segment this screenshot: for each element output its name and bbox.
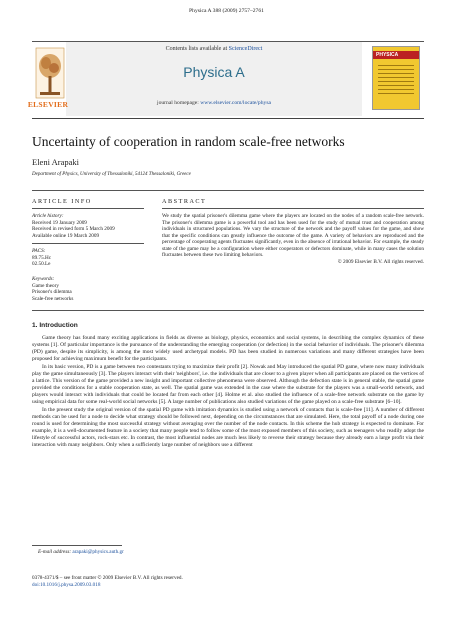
pacs-code: 02.50.Le — [32, 261, 51, 268]
article-history — [32, 213, 132, 239]
abstract-body — [162, 213, 424, 265]
history-revised: Received in revised form 5 March 2009 — [32, 226, 115, 233]
cover-lines — [378, 65, 414, 97]
paragraph: In its basic version, PD is a game between two contestants trying to maximize their profit [2]. Nowak and May introduced the spatial PD game, where now many individuals play the game simultaneously [3]. The players interact with their 'neighbors', i.e. the individuals that are closer to a given player when all participants are placed on the vertices of a lattice. This version of the game provided a new insight and important collective phenomena were observed. Although the defection state is in general stable, the spatial game provided the conditions for a stable cooperation state, as well. The spatial game was extended in the case where the substrate for the players was a small-world network, and players would interact with individuals that could be located far from each other [4]. Holme et al. also studied the influence of a scale-free network substrate on the game by using empirical data for some real-world social networks [5]. A large number of publications also studied variations of the game played on a scale-free substrate [6–10]. — [32, 363, 424, 406]
pacs-block — [32, 248, 132, 268]
keyword: Scale-free networks — [32, 295, 74, 302]
doi-link[interactable]: doi:10.1016/j.physa.2009.03.018 — [32, 581, 101, 588]
homepage-link[interactable]: www.elsevier.com/locate/physa — [200, 100, 271, 106]
pacs-label: PACS: — [32, 248, 46, 254]
article-info-heading: ARTICLE INFO — [32, 198, 92, 205]
footnote-rule — [32, 545, 122, 546]
email-link[interactable]: arapaki@physics.auth.gr — [72, 549, 124, 555]
article-author: Eleni Arapaki — [32, 157, 79, 167]
cover-label: PHYSICA — [376, 52, 399, 58]
info-heading-rule — [32, 208, 144, 209]
author-email — [38, 549, 124, 555]
abstract-bottom-rule — [32, 310, 424, 311]
paragraph: Game theory has found many exciting applications in fields as diverse as biology, physics, economics and social systems, in describing the complex dynamics of these systems [1]. Of particular importance is the pursuance of the understanding the emerging cooperation (or defection) in the social behavior of individuals. The prisoner's dilemma (PD) game, despite its simplicity, is among the most widely used archetypal models. PD has been studied in numerous variations and many different strategies have been proposed for achieving maximum benefit for the participants. — [32, 335, 424, 363]
pacs-code: 89.75.Hc — [32, 254, 52, 261]
journal-name: Physica A — [183, 64, 245, 80]
email-label: E-mail address: — [38, 549, 73, 555]
elsevier-wordmark: ELSEVIER — [27, 100, 69, 109]
publication-info — [32, 575, 183, 588]
history-rule — [32, 243, 144, 244]
keywords-label: Keywords: — [32, 276, 55, 282]
history-label: Article history: — [32, 213, 64, 219]
abstract-heading-rule — [162, 208, 424, 209]
introduction-heading: 1. Introduction — [32, 322, 78, 329]
issn-line: 0378-4371/$ – see front matter © 2009 Elsevier B.V. All rights reserved. — [32, 575, 183, 581]
history-online: Available online 19 March 2009 — [32, 232, 100, 239]
author-affiliation: Department of Physics, University of Thessaloniki, 54124 Thessaloniki, Greece — [32, 172, 191, 177]
article-title: Uncertainty of cooperation in random scale-free networks — [32, 134, 345, 149]
abstract-text: We study the spatial prisoner's dilemma game where the players are located on the nodes of a random scale-free network. The prisoner's dilemma game is a powerful tool and has been used for the study of mutual trust and cooperation among individuals in structured populations. We vary the structure of the network and the payoff values for the game, and show that the specific conditions can greatly influence the outcome of the game. A variety of behaviors are reproduced and the percentage of cooperating agents fluctuates significantly, even in the absence of irrational behavior. For example, the steady state of the game may be a configuration where either cooperators or defectors dominate, while in many cases the solution fluctuates between these two limiting behaviors. — [162, 213, 424, 259]
journal-cover-thumbnail — [372, 46, 420, 110]
journal-homepage — [66, 100, 362, 106]
homepage-prefix: journal homepage: — [157, 100, 201, 106]
abstract-heading: ABSTRACT — [162, 198, 207, 205]
paragraph: In the present study the original version of the spatial PD game with imitation dynamics is studied using a network of contacts that is scale-free [11]. A number of different methods can be used for a node to decide what strategy should be followed next, depending on the circumstances that are simulated. Here, the total payoff of a node during one round is used for determining the most successful strategy without averaging over the number of the node contacts. In this scheme the hub strategy is expected to dominate. For example, it is a well-documented feature in a society that many people tend to follow some of the most exposed members of this society, such as teenagers who readily adopt the lifestyle of successful actors, rock-stars etc. In contrast, the most influential nodes are much less likely to reverse their strategy because they already earn a large profit via their interaction with many neighbors. Only when a sufficiently large number of neighbors use a different — [32, 406, 424, 449]
keywords-block — [32, 276, 132, 302]
history-received: Received 19 January 2009 — [32, 219, 87, 226]
keyword: Prisoner's dilemma — [32, 289, 72, 296]
introduction-body — [32, 335, 424, 450]
info-top-rule — [32, 190, 424, 191]
running-header: Physica A 388 (2009) 2757–2761 — [189, 8, 264, 14]
masthead-bottom-rule — [32, 118, 424, 119]
sciencedirect-link[interactable]: ScienceDirect — [228, 46, 263, 52]
contents-line — [66, 46, 362, 52]
contents-prefix: Contents lists available at — [165, 46, 229, 52]
keyword: Game theory — [32, 282, 59, 289]
abstract-copyright: © 2009 Elsevier B.V. All rights reserved. — [337, 258, 424, 265]
